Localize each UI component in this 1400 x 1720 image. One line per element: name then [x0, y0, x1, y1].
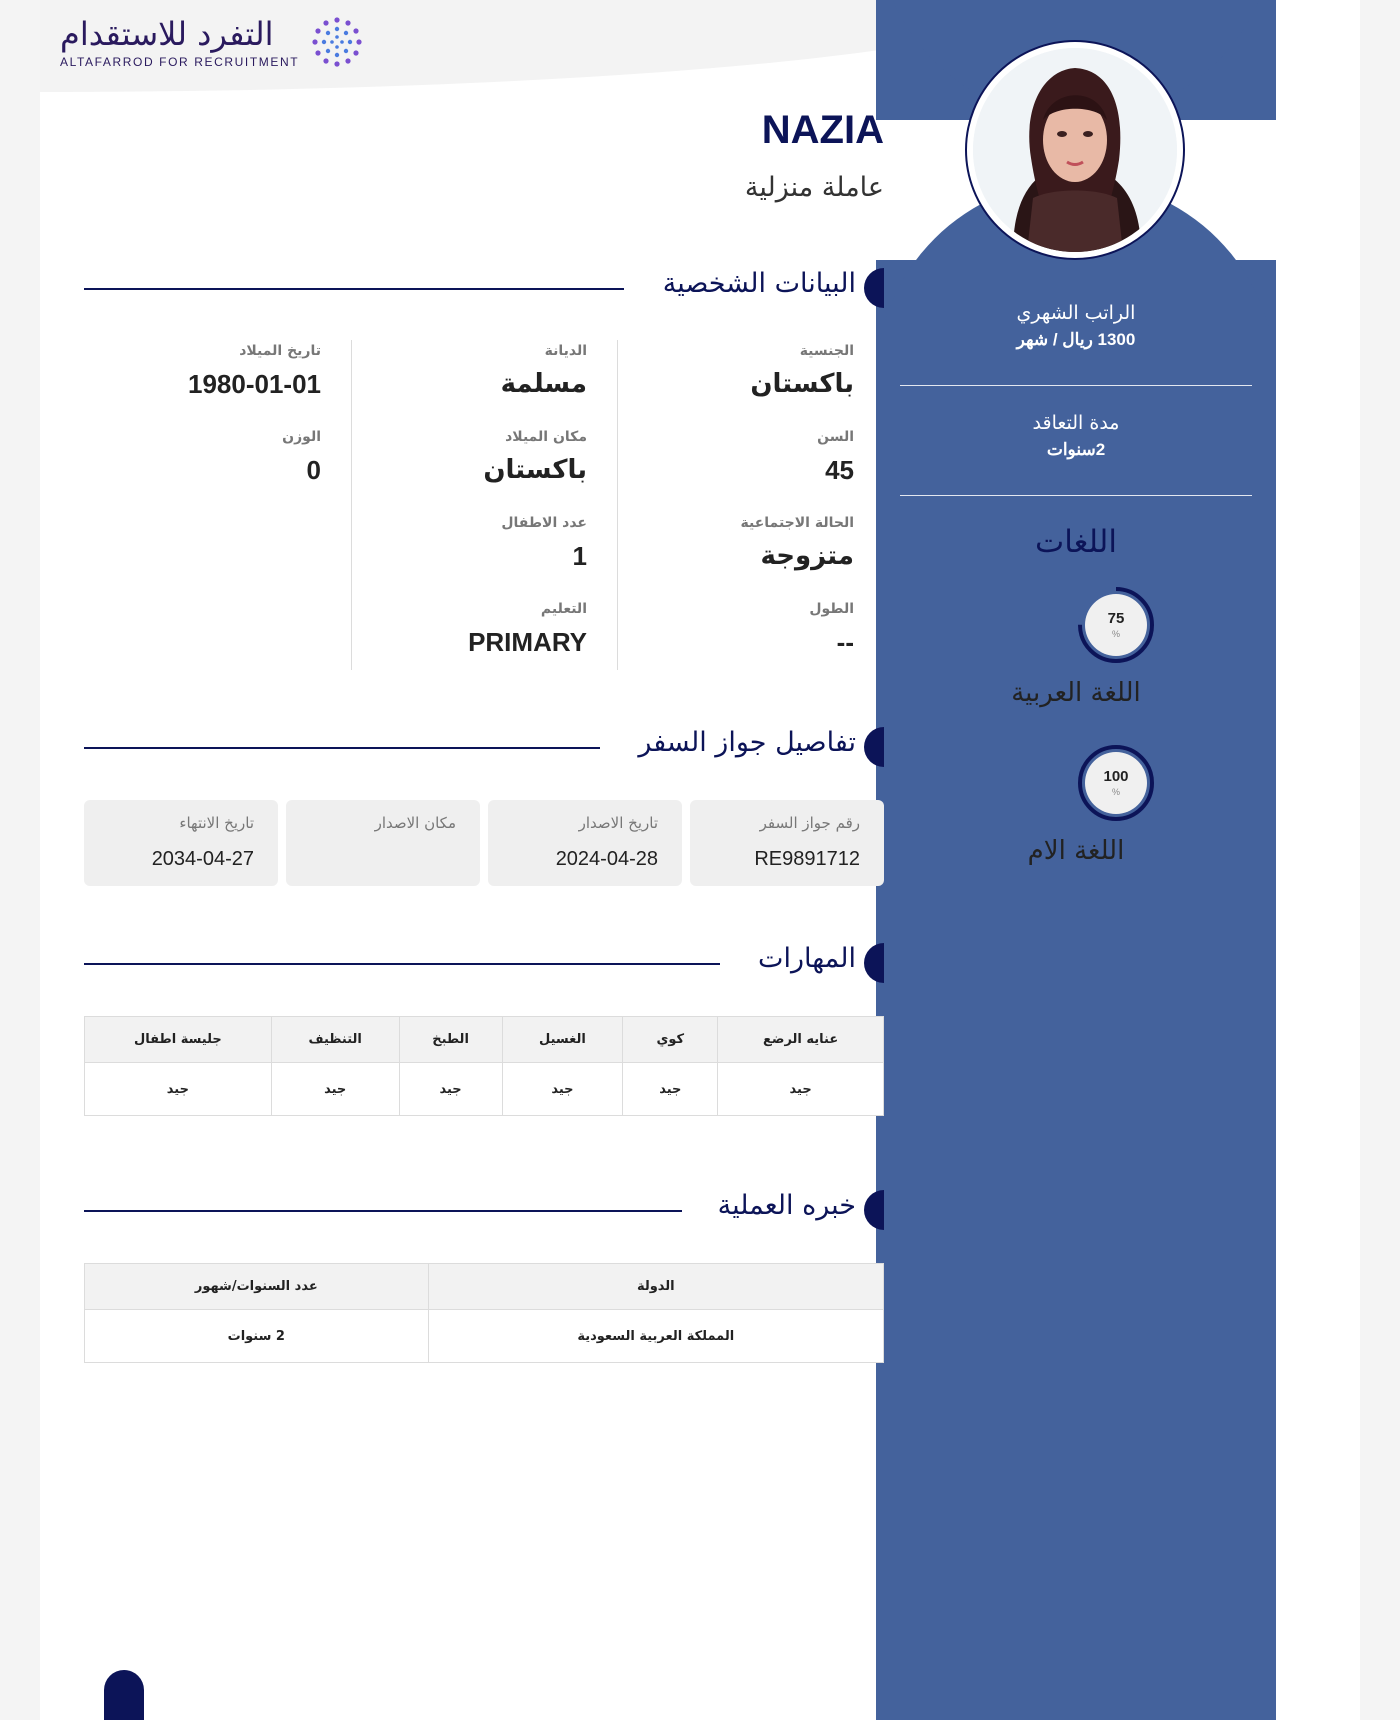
table-header-cell: كوي — [623, 1017, 718, 1063]
table-cell: 2 سنوات — [85, 1310, 429, 1363]
contract-value: 2سنوات — [1046, 440, 1106, 459]
table-cell: جيد — [399, 1063, 502, 1116]
section-title: المهارات — [758, 943, 856, 974]
logo-arabic-name: التفرد للاستقدام — [60, 15, 274, 53]
table-header-row — [85, 1264, 884, 1310]
info-value: متزوجة — [760, 541, 854, 571]
profile-photo — [973, 48, 1177, 252]
job-title: عاملة منزلية — [744, 172, 884, 203]
section-header-skills — [84, 943, 884, 985]
personal-column-2 — [351, 340, 618, 670]
sidebar-divider — [900, 495, 1252, 496]
info-religion — [501, 343, 587, 399]
table-header-cell: عدد السنوات/شهور — [85, 1264, 429, 1310]
table-cell: جيد — [271, 1063, 399, 1116]
info-value: باكستان — [750, 369, 854, 399]
passport-issue-place-card — [286, 800, 480, 886]
table-row — [85, 1310, 884, 1363]
section-marker — [864, 727, 884, 767]
language-gauge — [1075, 584, 1157, 666]
sidebar-divider — [900, 385, 1252, 386]
table-header-cell: الدولة — [428, 1264, 883, 1310]
table-header-cell: الطبخ — [399, 1017, 502, 1063]
card-value: 2034-04-27 — [151, 848, 254, 870]
experience-table — [84, 1263, 884, 1363]
section-marker — [864, 1190, 884, 1230]
contract-label: مدة التعاقد — [1032, 412, 1120, 434]
table-cell: جيد — [623, 1063, 718, 1116]
info-label: الوزن — [282, 429, 321, 445]
passport-expiry-date-card — [84, 800, 278, 886]
info-weight — [282, 429, 321, 486]
salary-label: الراتب الشهري — [1016, 302, 1136, 324]
language-percent: 100 — [1103, 768, 1129, 785]
section-header-personal — [84, 268, 884, 310]
table-header-cell: عنايه الرضع — [718, 1017, 884, 1063]
language-percent: 75 — [1107, 610, 1125, 627]
company-logo[interactable] — [60, 14, 365, 70]
info-label: الحالة الاجتماعية — [740, 515, 854, 531]
language-gauge — [1075, 742, 1157, 824]
table-header-row — [85, 1017, 884, 1063]
salary-value: 1300 ريال / شهر — [1016, 330, 1136, 349]
table-cell: جيد — [85, 1063, 272, 1116]
section-title: البيانات الشخصية — [662, 268, 856, 299]
table-header-cell: جليسة اطفال — [85, 1017, 272, 1063]
table-cell: المملكة العربية السعودية — [428, 1310, 883, 1363]
info-age — [817, 429, 854, 486]
info-label: السن — [817, 429, 854, 445]
info-label: التعليم — [540, 601, 587, 617]
table-header-cell: التنظيف — [271, 1017, 399, 1063]
candidate-name: NAZIA — [761, 108, 884, 152]
info-label: الطول — [809, 601, 854, 617]
table-cell: جيد — [718, 1063, 884, 1116]
languages-title: اللغات — [1035, 524, 1117, 560]
info-birth-date — [188, 343, 321, 400]
info-label: الديانة — [544, 343, 587, 359]
card-label: مكان الاصدار — [374, 814, 456, 832]
language-name: اللغة العربية — [1011, 678, 1141, 708]
contract-block — [900, 412, 1252, 460]
logo-english-name: ALTAFARROD FOR RECRUITMENT — [60, 55, 300, 69]
info-label: تاريخ الميلاد — [239, 343, 321, 359]
info-education — [468, 601, 587, 658]
percent-sign: % — [1111, 787, 1120, 797]
personal-column-3 — [84, 340, 351, 670]
info-value: 45 — [825, 455, 854, 485]
card-label: رقم جواز السفر — [759, 814, 860, 832]
section-header-passport — [84, 727, 884, 769]
card-label: تاريخ الانتهاء — [179, 814, 254, 832]
info-label: الجنسية — [799, 343, 854, 359]
card-value: 2024-04-28 — [555, 848, 658, 870]
info-value: مسلمة — [500, 369, 587, 399]
info-nationality — [750, 343, 854, 399]
passport-number-card — [690, 800, 884, 886]
info-value: 1980-01-01 — [188, 369, 321, 399]
info-value: 0 — [306, 455, 321, 485]
info-value: PRIMARY — [468, 627, 587, 657]
passport-issue-date-card — [488, 800, 682, 886]
info-label: عدد الاطفال — [501, 515, 587, 531]
info-height — [809, 601, 854, 658]
info-birth-place — [483, 429, 587, 485]
section-title: تفاصيل جواز السفر — [638, 727, 856, 758]
section-title: خبره العملية — [717, 1190, 856, 1221]
language-name: اللغة الام — [1027, 836, 1125, 866]
table-cell: جيد — [502, 1063, 623, 1116]
info-value: -- — [836, 627, 854, 657]
section-marker — [864, 268, 884, 308]
section-rule — [84, 747, 600, 749]
info-value: باكستان — [483, 455, 587, 485]
info-value: 1 — [572, 541, 587, 571]
table-header-cell: الغسيل — [502, 1017, 623, 1063]
percent-sign: % — [1111, 629, 1120, 639]
section-rule — [84, 963, 720, 965]
card-label: تاريخ الاصدار — [578, 814, 658, 832]
info-children — [501, 515, 587, 572]
table-row — [85, 1063, 884, 1116]
section-header-experience — [84, 1190, 884, 1232]
personal-column-1 — [618, 340, 884, 670]
section-rule — [84, 288, 624, 290]
info-marital-status — [741, 515, 854, 571]
info-label: مكان الميلاد — [505, 429, 587, 445]
skills-table — [84, 1016, 884, 1116]
salary-block — [900, 302, 1252, 350]
section-rule — [84, 1210, 682, 1212]
section-marker — [864, 943, 884, 983]
logo-dots-icon — [309, 14, 365, 70]
decorative-pill — [104, 1670, 144, 1720]
card-value: RE9891712 — [754, 848, 860, 870]
